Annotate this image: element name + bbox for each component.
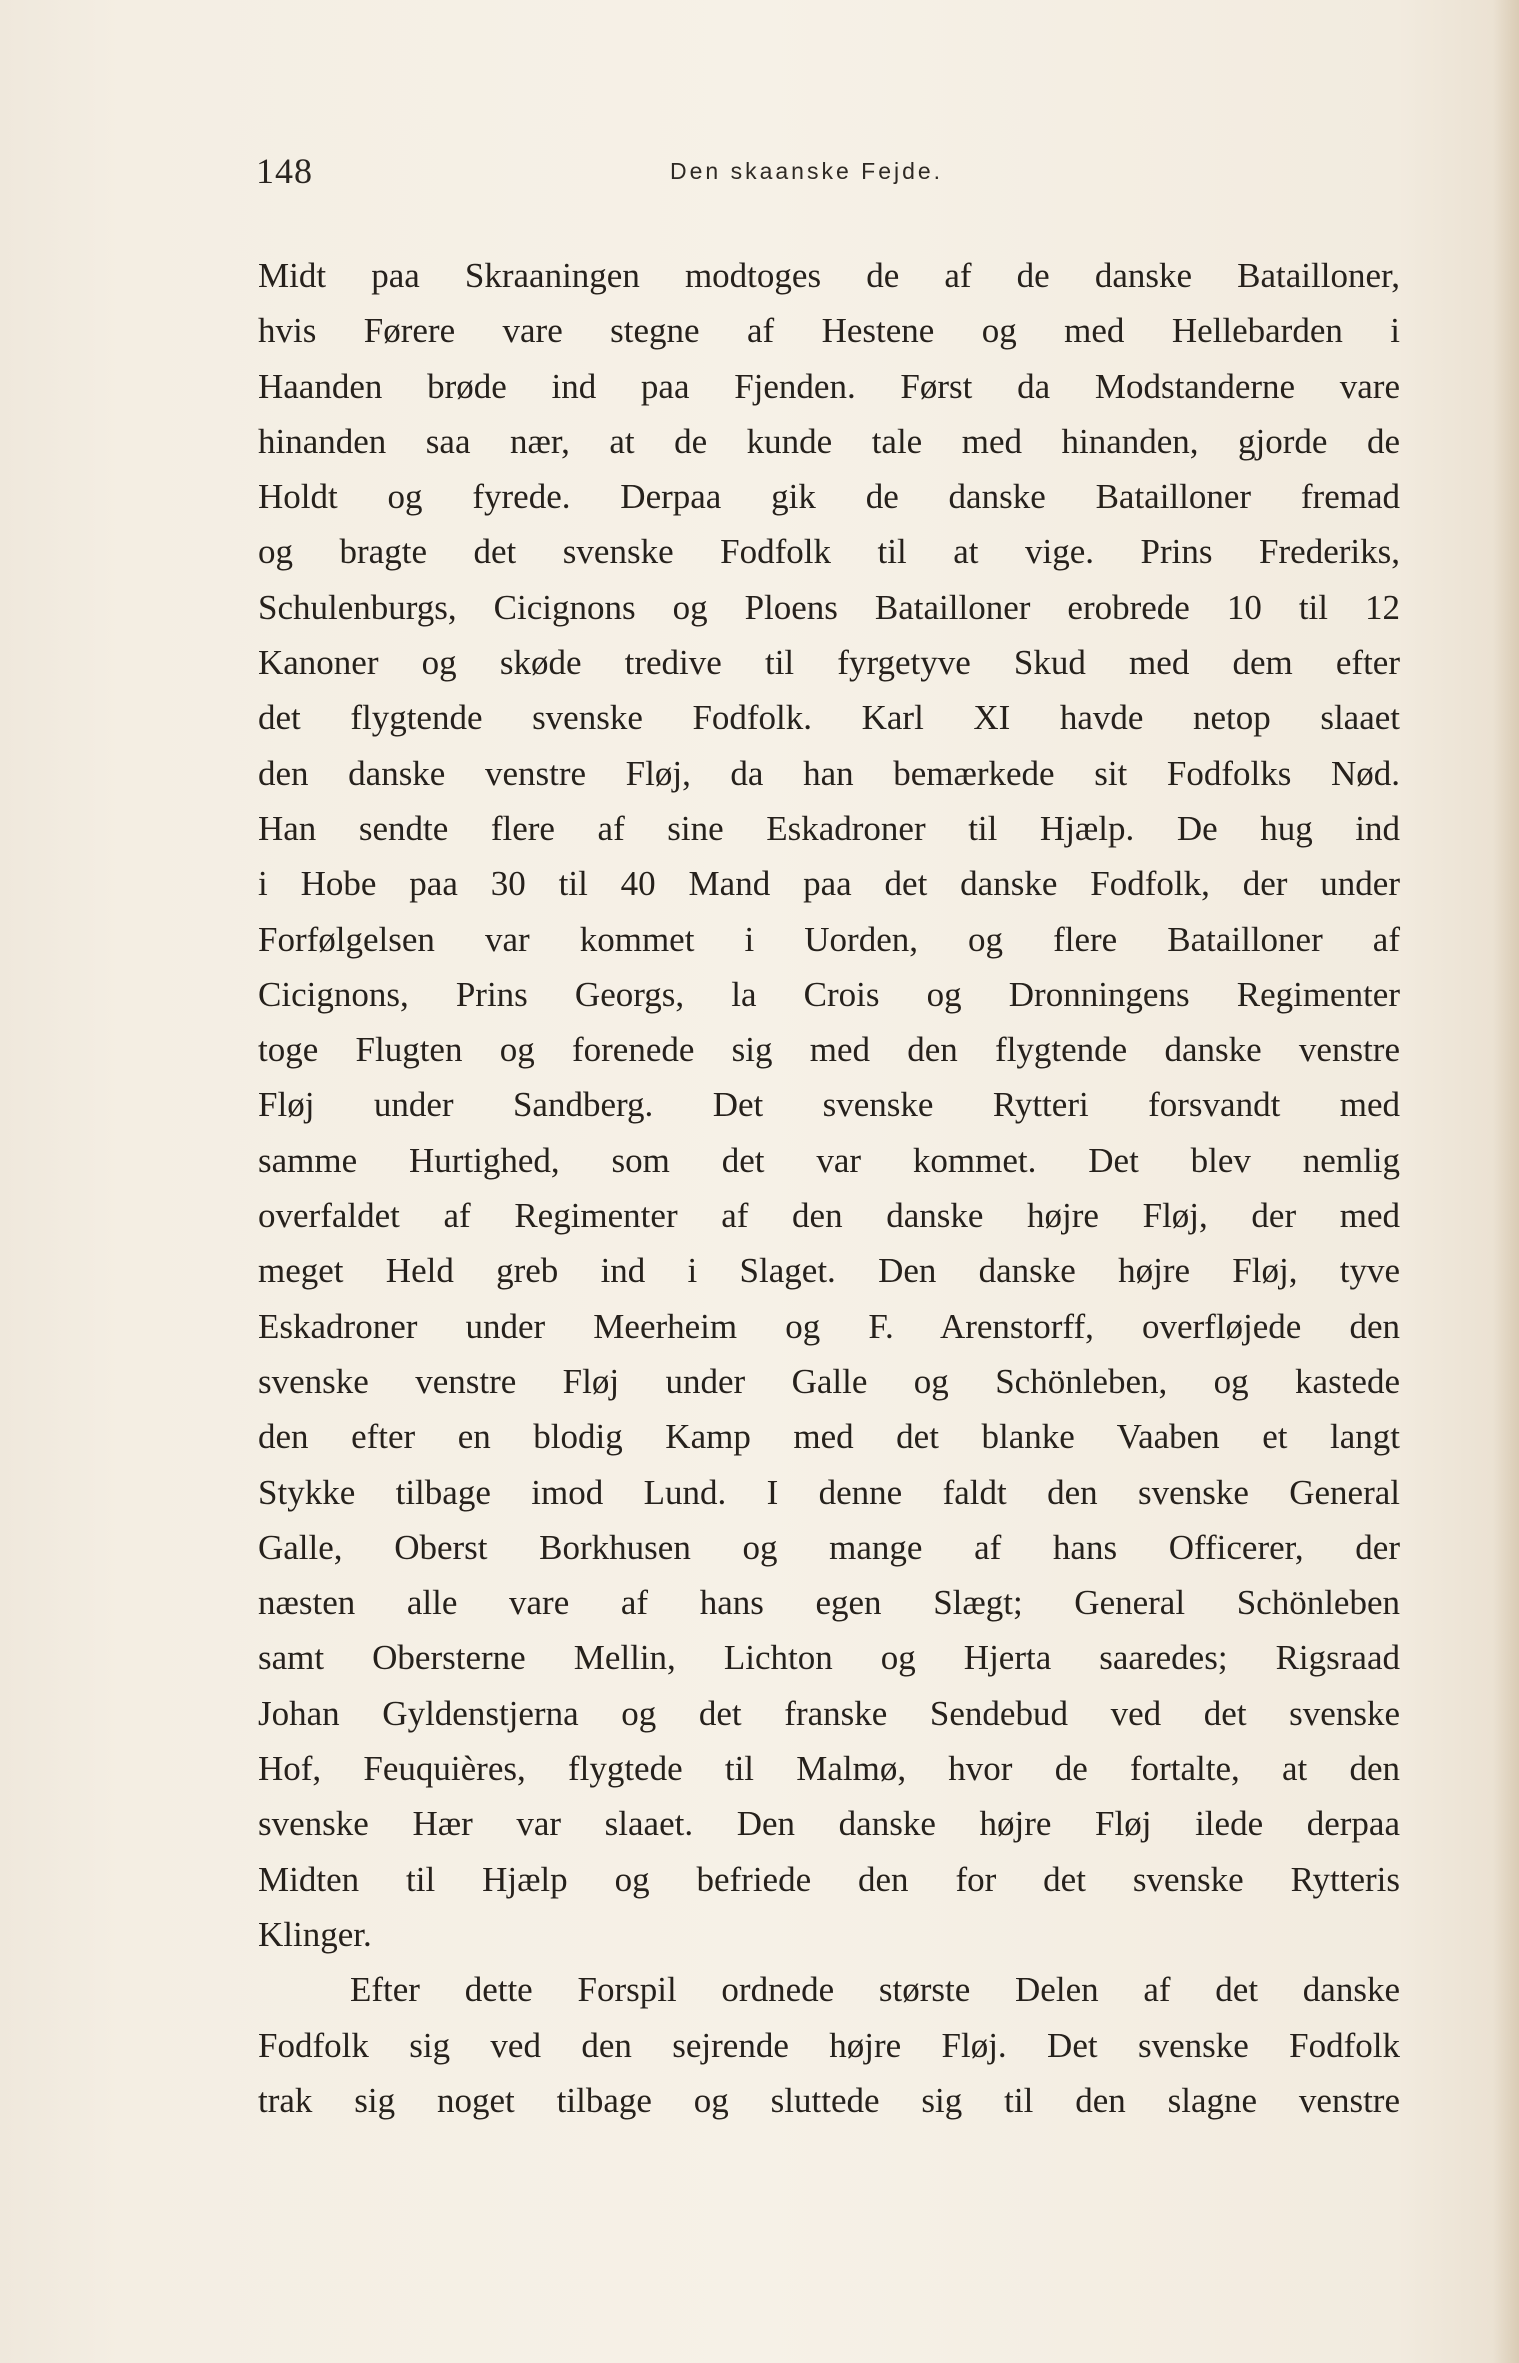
running-title: Den skaanske Fejde. — [670, 158, 944, 184]
body-text — [258, 248, 1400, 2128]
text-line: Cicignons, Prins Georgs, la Crois og Dronningens Regimenter — [258, 974, 1400, 1014]
text-line: samme Hurtighed, som det var kommet. Det blev nemlig — [258, 1140, 1400, 1180]
text-line: svenske venstre Fløj under Galle og Schönleben, og kastede — [258, 1361, 1400, 1401]
page-number: 148 — [256, 151, 313, 191]
text-line: Forfølgelsen var kommet i Uorden, og flere Batailloner af — [258, 919, 1400, 959]
text-line: svenske Hær var slaaet. Den danske højre Fløj ilede derpaa — [258, 1804, 1400, 1844]
text-line: Haanden brøde ind paa Fjenden. Først da Modstanderne vare — [258, 366, 1400, 406]
text-line: Schulenburgs, Cicignons og Ploens Batailloner erobrede 10 til 12 — [258, 587, 1400, 627]
text-line: Fløj under Sandberg. Det svenske Rytteri forsvandt med — [258, 1085, 1400, 1125]
text-line: Johan Gyldenstjerna og det franske Sendebud ved det svenske — [258, 1693, 1400, 1733]
text-line: Fodfolk sig ved den sejrende højre Fløj. Det svenske Fodfolk — [258, 2025, 1400, 2065]
text-line: næsten alle vare af hans egen Slægt; General Schönleben — [258, 1583, 1400, 1623]
text-line: meget Held greb ind i Slaget. Den danske højre Fløj, tyve — [258, 1251, 1400, 1291]
text-line: det flygtende svenske Fodfolk. Karl XI havde netop slaaet — [258, 698, 1400, 738]
text-line: overfaldet af Regimenter af den danske højre Fløj, der med — [258, 1196, 1400, 1236]
text-line: den efter en blodig Kamp med det blanke Vaaben et langt — [258, 1417, 1400, 1457]
text-line: toge Flugten og forenede sig med den flygtende danske venstre — [258, 1030, 1400, 1070]
text-line: Efter dette Forspil ordnede største Delen af det danske — [350, 1970, 1400, 2010]
text-line: den danske venstre Fløj, da han bemærkede sit Fodfolks Nød. — [258, 753, 1400, 793]
text-line: og bragte det svenske Fodfolk til at vige. Prins Frederiks, — [258, 532, 1400, 572]
text-line: hinanden saa nær, at de kunde tale med hinanden, gjorde de — [258, 421, 1400, 461]
page-edge-shading — [1493, 0, 1519, 2363]
text-line: i Hobe paa 30 til 40 Mand paa det danske Fodfolk, der under — [258, 864, 1400, 904]
text-line: Holdt og fyrede. Derpaa gik de danske Batailloner fremad — [258, 477, 1400, 517]
running-head — [256, 150, 1406, 200]
text-line: hvis Førere vare stegne af Hestene og med Hellebarden i — [258, 311, 1400, 351]
text-line: Hof, Feuquières, flygtede til Malmø, hvor de fortalte, at den — [258, 1749, 1400, 1789]
text-line: Eskadroner under Meerheim og F. Arenstorff, overfløjede den — [258, 1306, 1400, 1346]
text-line: Kanoner og skøde tredive til fyrgetyve Skud med dem efter — [258, 643, 1400, 683]
text-line: Galle, Oberst Borkhusen og mange af hans Officerer, der — [258, 1527, 1400, 1567]
text-line: Stykke tilbage imod Lund. I denne faldt den svenske General — [258, 1472, 1400, 1512]
text-line: trak sig noget tilbage og sluttede sig til den slagne venstre — [258, 2080, 1400, 2120]
text-line: Han sendte flere af sine Eskadroner til Hjælp. De hug ind — [258, 808, 1400, 848]
text-line: Midten til Hjælp og befriede den for det svenske Rytteris — [258, 1859, 1400, 1899]
text-line: Klinger. — [258, 1914, 372, 1954]
text-line: Midt paa Skraaningen modtoges de af de danske Batailloner, — [258, 256, 1400, 295]
text-line: samt Obersterne Mellin, Lichton og Hjerta saaredes; Rigsraad — [258, 1638, 1400, 1678]
